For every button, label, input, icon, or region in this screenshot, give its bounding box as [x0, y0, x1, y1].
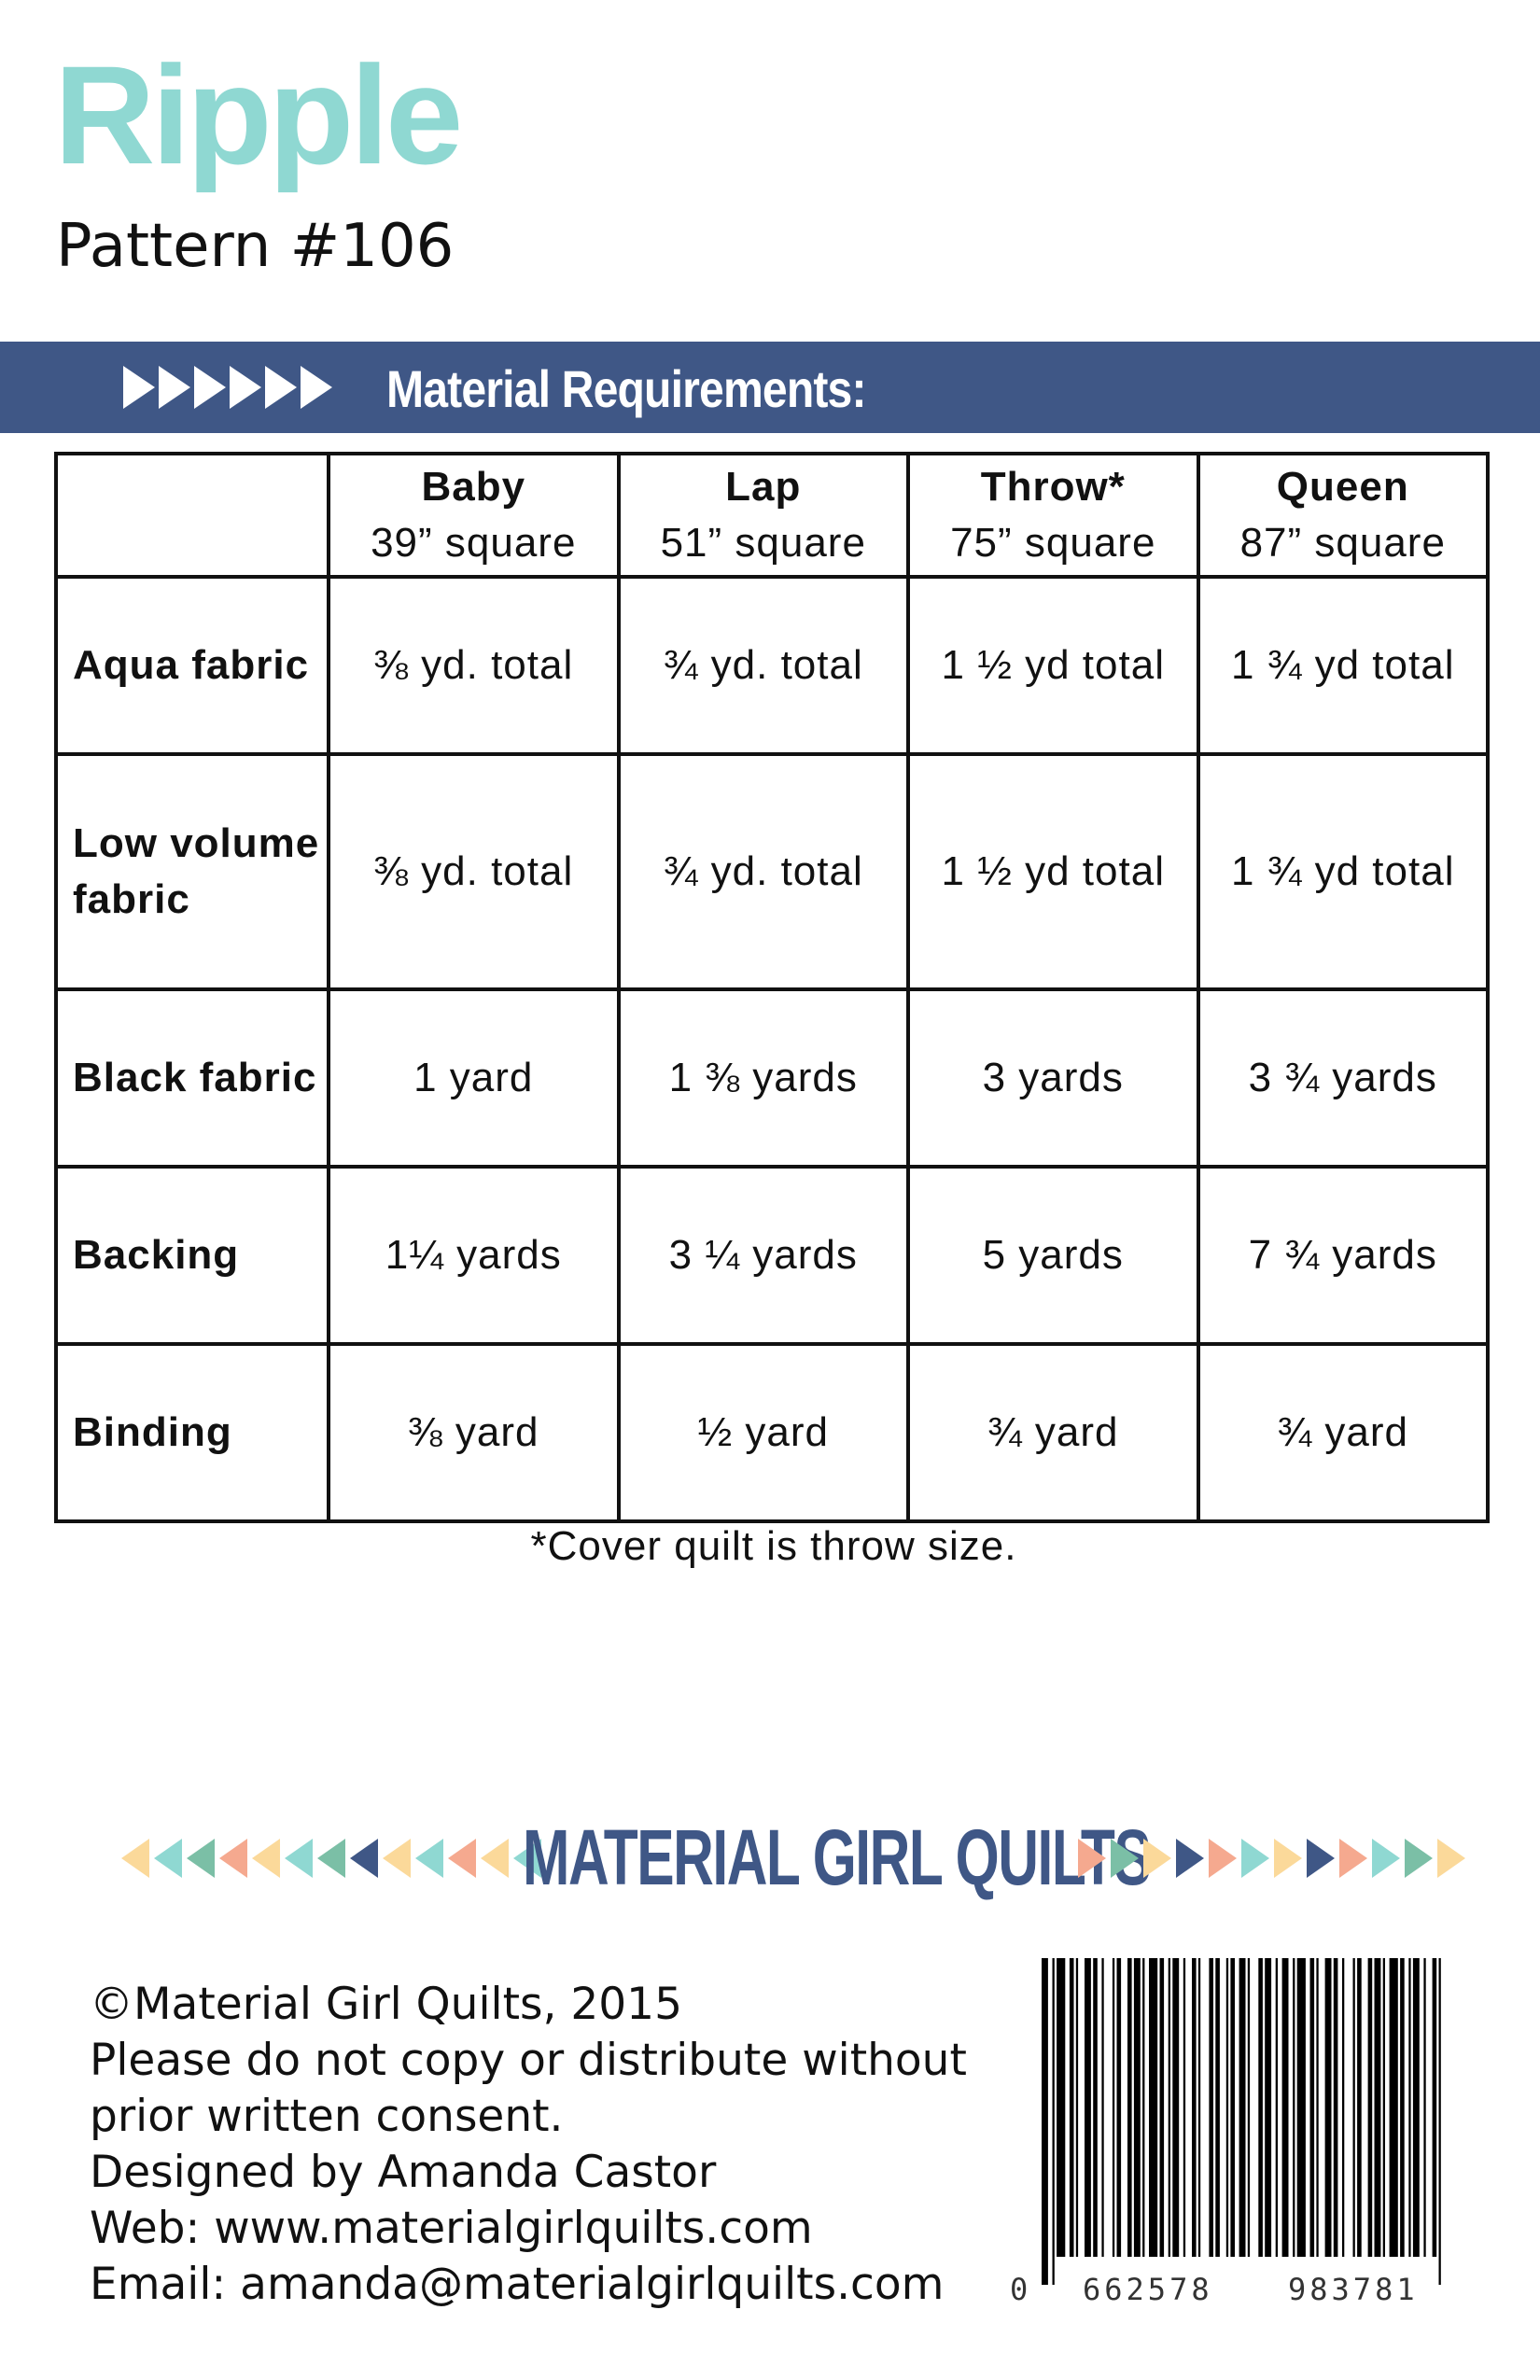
barcode — [1008, 1958, 1475, 2307]
table-cell: 1 ½ yd total — [908, 577, 1198, 754]
table-cell: 1 ¾ yd total — [1198, 577, 1489, 754]
triangle-icon — [448, 1839, 476, 1878]
column-size-dim: 75” square — [950, 520, 1156, 566]
table-cell: ¾ yard — [908, 1344, 1198, 1521]
triangle-icon — [121, 1839, 149, 1878]
footnote: *Cover quilt is throw size. — [530, 1523, 1017, 1569]
table-cell: 1 yard — [329, 989, 619, 1167]
table-cell: ⅜ yd. total — [329, 754, 619, 989]
row-label: Low volume fabric — [56, 754, 329, 989]
right-triangles-icon — [1078, 1839, 1465, 1878]
triangle-icon — [1176, 1839, 1204, 1878]
pattern-title: Ripple — [54, 36, 460, 193]
triangle-icon — [187, 1839, 215, 1878]
table-cell: ¾ yard — [1198, 1344, 1489, 1521]
left-triangles-icon — [121, 1839, 541, 1878]
column-size-dim: 51” square — [660, 520, 866, 566]
web-line: Web: www.materialgirlquilts.com — [90, 2203, 813, 2254]
triangle-icon — [154, 1839, 182, 1878]
triangle-icon — [1437, 1839, 1465, 1878]
row-label: Backing — [56, 1167, 329, 1344]
triangle-icon — [1372, 1839, 1400, 1878]
table-row — [56, 577, 1488, 754]
triangle-icon — [285, 1839, 313, 1878]
triangle-icon — [383, 1839, 411, 1878]
table-cell: 1 ½ yd total — [908, 754, 1198, 989]
column-size-dim: 39” square — [371, 520, 577, 566]
triangle-icon — [415, 1839, 443, 1878]
table-cell: 1¼ yards — [329, 1167, 619, 1344]
triangle-icon — [350, 1839, 378, 1878]
notice-line: Please do not copy or distribute without — [90, 2035, 967, 2086]
table-row — [56, 1344, 1488, 1521]
column-header-queen — [1198, 454, 1489, 577]
table-corner-cell — [56, 454, 329, 577]
table-cell: 3 yards — [908, 989, 1198, 1167]
barcode-digit-first: 0 — [1010, 2272, 1029, 2307]
table-cell: 7 ¾ yards — [1198, 1167, 1489, 1344]
table-row — [56, 1167, 1488, 1344]
table-cell: 3 ¾ yards — [1198, 989, 1489, 1167]
triangle-icon — [1209, 1839, 1237, 1878]
table-cell: 1 ¾ yd total — [1198, 754, 1489, 989]
table-cell: ½ yard — [619, 1344, 909, 1521]
column-size-dim: 87” square — [1239, 520, 1446, 566]
brand-name: MATERIAL GIRL QUILTS — [523, 1813, 1151, 1901]
contact-info — [90, 1977, 967, 2313]
table-row — [56, 989, 1488, 1167]
table-cell: ¾ yd. total — [619, 754, 909, 989]
column-header-throw — [908, 454, 1198, 577]
table-cell: 3 ¼ yards — [619, 1167, 909, 1344]
table-header-row — [56, 454, 1488, 577]
triangle-icon — [252, 1839, 280, 1878]
table-cell: ⅜ yard — [329, 1344, 619, 1521]
row-label: Aqua fabric — [56, 577, 329, 754]
triangle-icon — [1241, 1839, 1269, 1878]
column-size-name: Lap — [725, 464, 802, 510]
email-line: Email: amanda@materialgirlquilts.com — [90, 2259, 945, 2310]
triangle-icon — [1274, 1839, 1302, 1878]
triangle-icon — [1339, 1839, 1367, 1878]
column-header-baby — [329, 454, 619, 577]
triangle-icon — [317, 1839, 345, 1878]
table-cell: ⅜ yd. total — [329, 577, 619, 754]
copyright-line: ©Material Girl Quilts, 2015 — [90, 1979, 682, 2030]
designer-line: Designed by Amanda Castor — [90, 2147, 717, 2198]
row-label: Binding — [56, 1344, 329, 1521]
notice-line: prior written consent. — [90, 2091, 564, 2142]
triangle-icon — [481, 1839, 509, 1878]
barcode-bars-icon — [1008, 1958, 1475, 2285]
brand-logo — [121, 1811, 1475, 1913]
column-header-lap — [619, 454, 909, 577]
section-banner — [0, 342, 1540, 433]
triangle-icon — [1078, 1839, 1106, 1878]
triangle-icon — [219, 1839, 247, 1878]
pattern-number: Pattern #106 — [56, 212, 455, 281]
column-size-name: Baby — [421, 464, 526, 510]
table-cell: 5 yards — [908, 1167, 1198, 1344]
column-size-name: Queen — [1276, 464, 1409, 510]
banner-title: Material Requirements: — [386, 359, 866, 418]
material-requirements-table — [54, 452, 1490, 1523]
barcode-digits-left: 662578 — [1083, 2272, 1213, 2307]
table-row — [56, 754, 1488, 989]
triangle-icon — [1143, 1839, 1171, 1878]
table-cell: 1 ⅜ yards — [619, 989, 909, 1167]
triangle-icon — [1405, 1839, 1433, 1878]
row-label: Black fabric — [56, 989, 329, 1167]
triangle-icon — [1307, 1839, 1335, 1878]
table-cell: ¾ yd. total — [619, 577, 909, 754]
column-size-name: Throw* — [980, 464, 1126, 510]
banner-arrows-icon — [123, 366, 332, 409]
barcode-digits-right: 983781 — [1288, 2272, 1419, 2307]
triangle-icon — [1111, 1839, 1139, 1878]
